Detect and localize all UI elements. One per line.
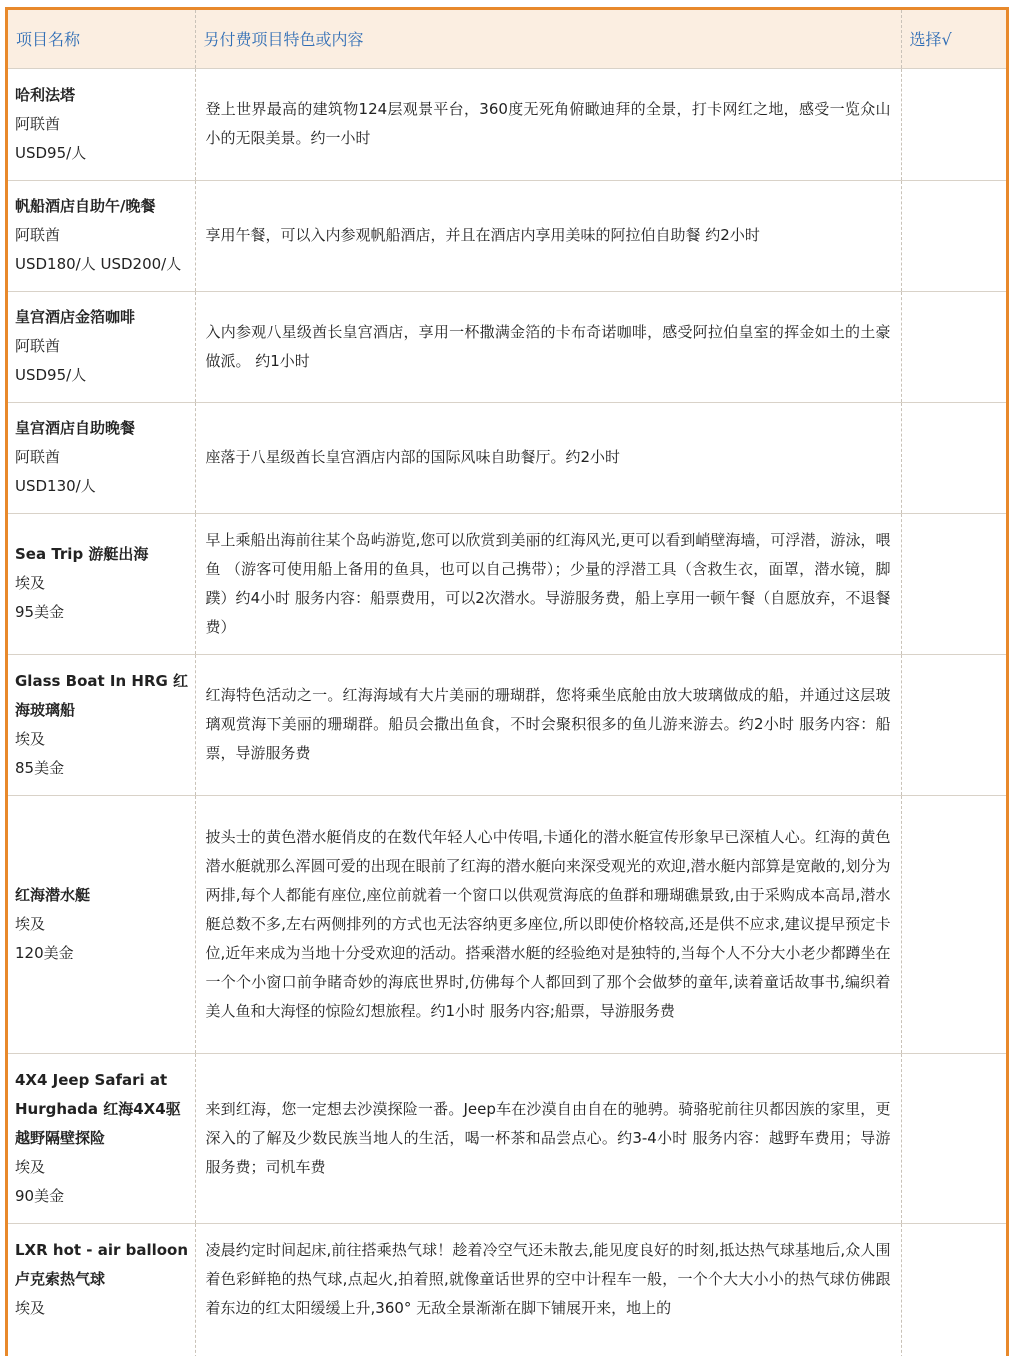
header-row xyxy=(8,10,1006,68)
project-cell xyxy=(8,654,195,795)
project-description: 凌晨约定时间起床,前往搭乘热气球！趁着冷空气还未散去,能见度良好的时刻,抵达热气球基地后,众人围着色彩鲜艳的热气球,点起火,拍着照,就像童话世界的空中计程车一般，一个个大大小小的热气球仿佛跟着东边的红太阳缓缓上升,360° 无敌全景渐渐在脚下铺展开来，地上的 xyxy=(195,1223,901,1356)
project-country: 阿联酋 xyxy=(15,337,61,355)
project-country: 埃及 xyxy=(15,574,46,592)
choice-cell[interactable] xyxy=(901,795,1006,1053)
project-description: 披头士的黄色潜水艇俏皮的在数代年轻人心中传唱,卡通化的潜水艇宣传形象早已深植人心。红海的黄色潜水艇就那么浑圆可爱的出现在眼前了红海的潜水艇向来深受观光的欢迎,潜水艇内部算是宽敞的,划分为两排,每个人都能有座位,座位前就着一个窗口以供观赏海底的鱼群和珊瑚礁景致,由于采购成本高昂,潜水艇总数不多,左右两侧排列的方式也无法容纳更多座位,所以即使价格较高,还是供不应求,建议提早预定卡位,近年来成为当地十分受欢迎的活动。搭乘潜水艇的经验绝对是独特的,当每个人不分大小老少都蹲坐在一个个小窗口前争睹奇妙的海底世界时,仿佛每个人都回到了那个会做梦的童年,读着童话故事书,编织着美人鱼和大海怪的惊险幻想旅程。约1小时 服务内容;船票，导游服务费 xyxy=(195,795,901,1053)
table-row xyxy=(8,795,1006,1053)
project-country: 埃及 xyxy=(15,729,46,748)
project-price: USD180/人 USD200/人 xyxy=(15,255,182,273)
project-cell xyxy=(8,1053,195,1223)
project-price: USD130/人 xyxy=(15,477,96,495)
table-row xyxy=(8,68,1006,180)
project-title: 帆船酒店自助午/晚餐 xyxy=(15,197,156,215)
header-features: 另付费项目特色或内容 xyxy=(195,10,901,68)
choice-cell[interactable] xyxy=(901,291,1006,402)
project-country: 阿联酋 xyxy=(15,226,61,244)
project-title: Sea Trip 游艇出海 xyxy=(15,545,149,563)
choice-cell[interactable] xyxy=(901,68,1006,180)
project-title: 哈利法塔 xyxy=(15,85,76,104)
header-project-name: 项目名称 xyxy=(8,10,195,68)
project-price: 85美金 xyxy=(15,758,65,777)
project-price: 95美金 xyxy=(15,603,65,621)
project-cell xyxy=(8,180,195,291)
options-table-frame xyxy=(5,7,1009,1356)
table-row xyxy=(8,402,1006,513)
project-cell xyxy=(8,291,195,402)
project-cell xyxy=(8,402,195,513)
project-title: 红海潜水艇 xyxy=(15,885,91,904)
table-row xyxy=(8,1053,1006,1223)
project-title: 4X4 Jeep Safari at Hurghada 红海4X4驱越野隔壁探险 xyxy=(15,1070,181,1147)
project-description: 座落于八星级酋长皇宫酒店内部的国际风味自助餐厅。约2小时 xyxy=(195,402,901,513)
project-title: Glass Boat In HRG 红海玻璃船 xyxy=(15,671,189,719)
project-price: USD95/人 xyxy=(15,143,87,162)
project-title: 皇宫酒店自助晚餐 xyxy=(15,419,136,437)
project-country: 阿联酋 xyxy=(15,448,61,466)
choice-cell[interactable] xyxy=(901,1053,1006,1223)
project-price: 120美金 xyxy=(15,943,74,962)
project-description: 登上世界最高的建筑物124层观景平台，360度无死角俯瞰迪拜的全景，打卡网红之地，感受一览众山小的无限美景。约一小时 xyxy=(195,68,901,180)
project-cell xyxy=(8,795,195,1053)
project-description: 早上乘船出海前往某个岛屿游览,您可以欣赏到美丽的红海风光,更可以看到峭壁海墙，可浮潜，游泳，喂鱼 （游客可使用船上备用的鱼具，也可以自己携带）；少量的浮潜工具（含救生衣，面罩，潜水镜，脚蹼）约4小时 服务内容：船票费用，可以2次潜水。导游服务费，船上享用一顿午餐（自愿放弃，不退餐费） xyxy=(195,513,901,654)
project-description: 入内参观八星级酋长皇宫酒店，享用一杯撒满金箔的卡布奇诺咖啡，感受阿拉伯皇室的挥金如土的土豪做派。 约1小时 xyxy=(195,291,901,402)
table-row xyxy=(8,291,1006,402)
header-choice: 选择√ xyxy=(901,10,1006,68)
project-description: 红海特色活动之一。红海海域有大片美丽的珊瑚群，您将乘坐底舱由放大玻璃做成的船，并通过这层玻璃观赏海下美丽的珊瑚群。船员会撒出鱼食，不时会聚积很多的鱼儿游来游去。约2小时 服务内容：船票，导游服务费 xyxy=(195,654,901,795)
project-title: 皇宫酒店金箔咖啡 xyxy=(15,308,136,326)
project-description: 来到红海，您一定想去沙漠探险一番。Jeep车在沙漠自由自在的驰骋。骑骆驼前往贝都因族的家里，更深入的了解及少数民族当地人的生活，喝一杯茶和品尝点心。约3-4小时 服务内容：越野车费用；导游服务费；司机车费 xyxy=(195,1053,901,1223)
project-cell xyxy=(8,68,195,180)
project-title: LXR hot - air balloon 卢克索热气球 xyxy=(15,1240,189,1288)
project-cell xyxy=(8,1223,195,1356)
choice-cell[interactable] xyxy=(901,1223,1006,1356)
choice-cell[interactable] xyxy=(901,180,1006,291)
project-country: 埃及 xyxy=(15,1298,46,1317)
table-row xyxy=(8,654,1006,795)
project-country: 埃及 xyxy=(15,914,46,933)
project-country: 埃及 xyxy=(15,1157,46,1176)
choice-cell[interactable] xyxy=(901,402,1006,513)
project-description: 享用午餐，可以入内参观帆船酒店，并且在酒店内享用美味的阿拉伯自助餐 约2小时 xyxy=(195,180,901,291)
choice-cell[interactable] xyxy=(901,654,1006,795)
table-row xyxy=(8,180,1006,291)
project-price: USD95/人 xyxy=(15,366,87,384)
project-cell xyxy=(8,513,195,654)
paid-options-table xyxy=(8,10,1006,1356)
table-row xyxy=(8,513,1006,654)
project-price: 90美金 xyxy=(15,1186,65,1205)
project-country: 阿联酋 xyxy=(15,114,61,133)
table-row xyxy=(8,1223,1006,1356)
choice-cell[interactable] xyxy=(901,513,1006,654)
